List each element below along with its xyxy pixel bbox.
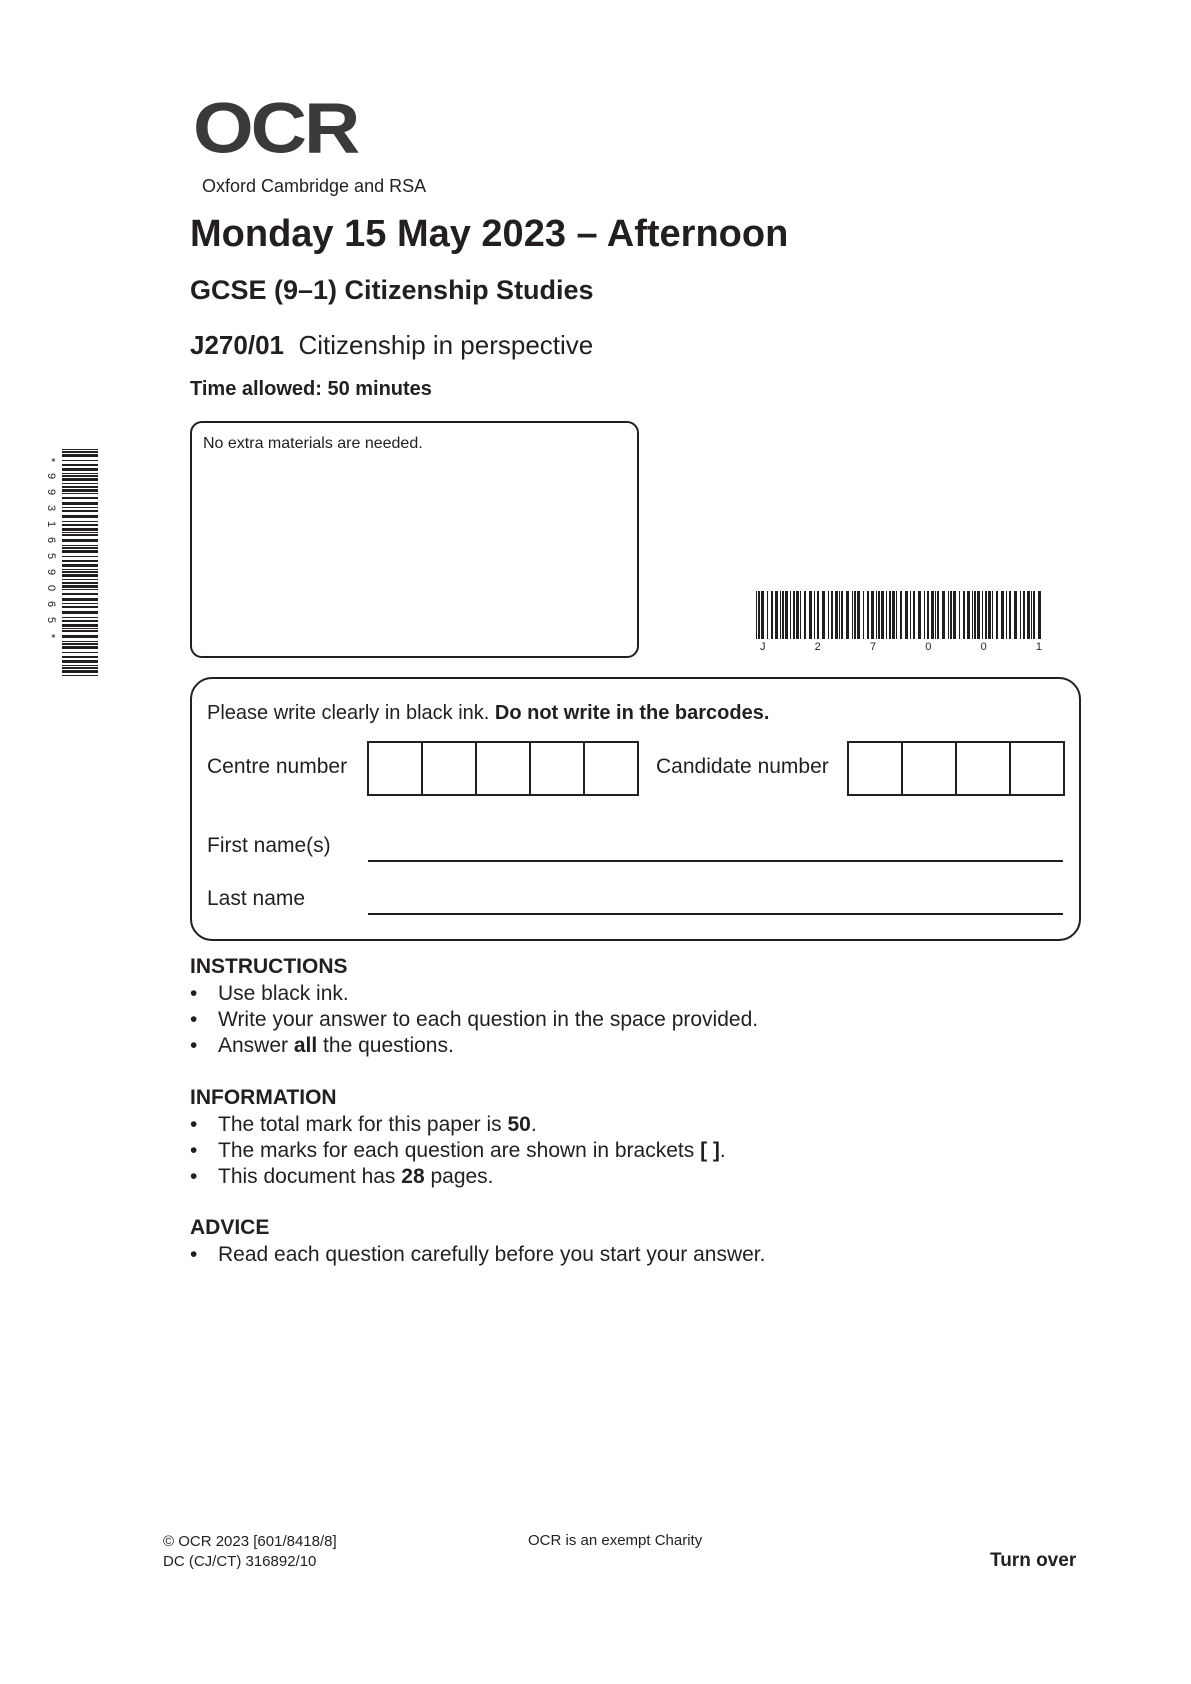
barcode-digit: 5 bbox=[45, 552, 57, 560]
last-name-label: Last name bbox=[207, 887, 306, 910]
paper-line bbox=[190, 330, 593, 361]
centre-number-digit-box[interactable] bbox=[477, 741, 531, 796]
barcode-digit: 2 bbox=[814, 641, 821, 653]
footer-left bbox=[163, 1532, 337, 1572]
candidate-number-digit-box[interactable] bbox=[957, 741, 1011, 796]
list-item: • The marks for each question are shown in brackets [ ]. bbox=[190, 1138, 726, 1164]
list-item: • Read each question carefully before you start your answer. bbox=[190, 1242, 765, 1268]
barcode-digit: 0 bbox=[45, 584, 57, 592]
paper-title: Citizenship in perspective bbox=[298, 330, 594, 360]
information-heading: INFORMATION bbox=[190, 1086, 337, 1109]
instruction-bold: Do not write in the barcodes. bbox=[494, 702, 770, 724]
barcode-digit: 5 bbox=[45, 616, 57, 624]
instructions-heading: INSTRUCTIONS bbox=[190, 955, 348, 978]
side-barcode-digits bbox=[42, 452, 56, 678]
copyright-text: © OCR 2023 [601/8418/8] bbox=[163, 1533, 337, 1550]
centre-number-digit-box[interactable] bbox=[369, 741, 423, 796]
barcode-digit: 9 bbox=[45, 488, 57, 496]
last-name-field[interactable] bbox=[368, 913, 1063, 915]
paper-barcode bbox=[756, 591, 1046, 639]
candidate-number-label: Candidate number bbox=[656, 755, 829, 778]
materials-text: No extra materials are needed. bbox=[203, 435, 423, 452]
instruction-plain: Please write clearly in black ink. bbox=[207, 702, 490, 724]
time-allowed: Time allowed: 50 minutes bbox=[190, 378, 432, 400]
list-item: • Write your answer to each question in the space provided. bbox=[190, 1007, 758, 1033]
barcode-digit: 1 bbox=[45, 520, 57, 528]
candidate-number-digit-box[interactable] bbox=[1011, 741, 1065, 796]
ocr-logo: OCR bbox=[193, 87, 358, 169]
candidate-details-box bbox=[190, 677, 1081, 941]
qualification-title: GCSE (9–1) Citizenship Studies bbox=[190, 275, 594, 305]
centre-number-label: Centre number bbox=[207, 755, 348, 778]
barcode-digit: 9 bbox=[45, 472, 57, 480]
candidate-number-digit-box[interactable] bbox=[849, 741, 903, 796]
paper-code: J270/01 bbox=[190, 330, 284, 360]
barcode-digit: 9 bbox=[45, 568, 57, 576]
candidate-number-digit-box[interactable] bbox=[903, 741, 957, 796]
list-item: • The total mark for this paper is 50. bbox=[190, 1112, 726, 1138]
list-item: • Answer all the questions. bbox=[190, 1033, 758, 1059]
barcode-digit: 1 bbox=[1035, 641, 1042, 653]
barcode-digit: 3 bbox=[45, 504, 57, 512]
charity-notice: OCR is an exempt Charity bbox=[528, 1532, 703, 1549]
write-clearly-instruction bbox=[207, 702, 769, 725]
list-item: • Use black ink. bbox=[190, 981, 758, 1007]
barcode-digit: J bbox=[760, 641, 766, 653]
barcode-digit: 6 bbox=[45, 600, 57, 608]
list-item: • This document has 28 pages. bbox=[190, 1164, 726, 1190]
information-list bbox=[190, 1112, 726, 1190]
centre-number-digit-box[interactable] bbox=[531, 741, 585, 796]
instructions-list bbox=[190, 981, 758, 1059]
ocr-logo-subtitle: Oxford Cambridge and RSA bbox=[202, 176, 427, 196]
first-name-label: First name(s) bbox=[207, 834, 331, 857]
centre-number-digit-box[interactable] bbox=[423, 741, 477, 796]
advice-heading: ADVICE bbox=[190, 1216, 270, 1239]
centre-number-field[interactable] bbox=[367, 741, 639, 796]
barcode-digit: 7 bbox=[869, 641, 877, 653]
first-name-field[interactable] bbox=[368, 860, 1063, 862]
barcode-digit: * bbox=[45, 633, 57, 639]
document-reference: DC (CJ/CT) 316892/10 bbox=[163, 1553, 317, 1570]
candidate-number-field[interactable] bbox=[847, 741, 1065, 796]
turn-over-label: Turn over bbox=[990, 1550, 1077, 1571]
exam-date: Monday 15 May 2023 – Afternoon bbox=[190, 213, 789, 255]
advice-list bbox=[190, 1242, 765, 1268]
barcode-digit: 0 bbox=[980, 641, 987, 653]
barcode-digit: 0 bbox=[925, 641, 932, 653]
barcode-digit: 6 bbox=[45, 536, 57, 544]
materials-box bbox=[190, 421, 639, 658]
paper-barcode-digits bbox=[760, 641, 1042, 653]
barcode-digit: * bbox=[45, 457, 57, 463]
centre-number-digit-box[interactable] bbox=[585, 741, 639, 796]
